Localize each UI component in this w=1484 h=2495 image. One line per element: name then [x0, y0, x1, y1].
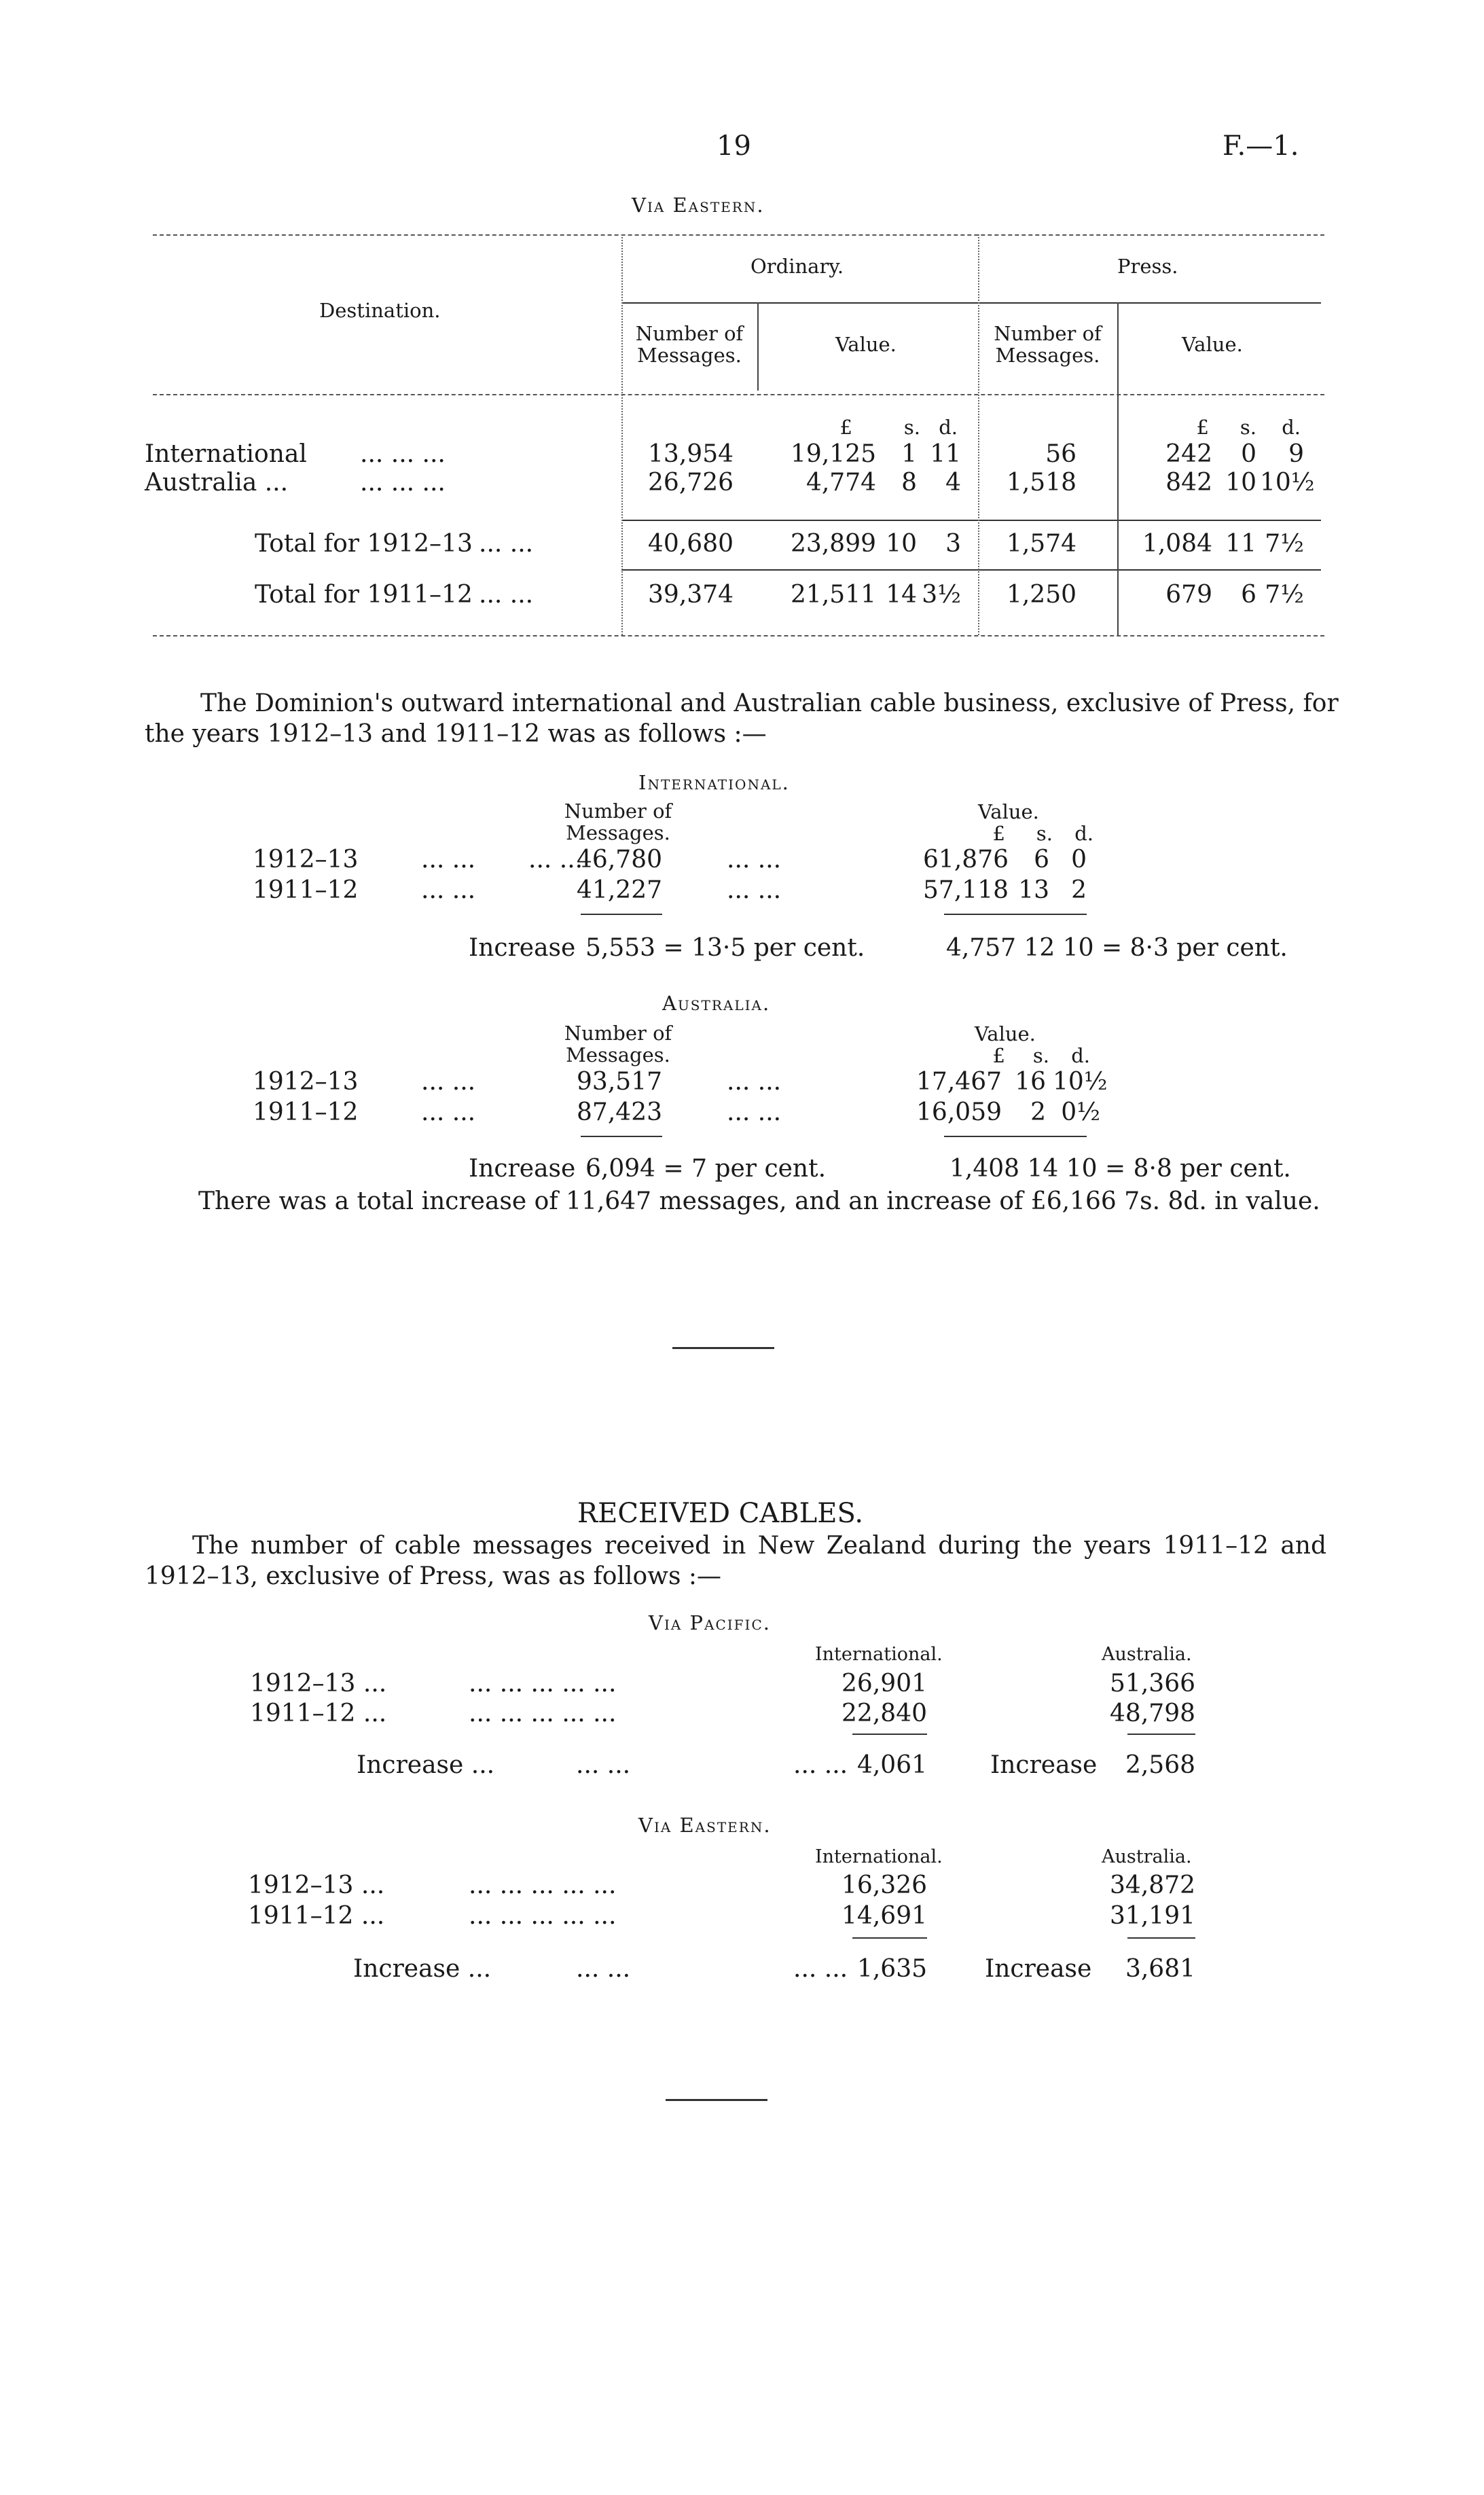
- table-bottom-rule: [153, 635, 1324, 636]
- row-label: Total for 1911–12: [255, 581, 473, 609]
- ordinary-number: 40,680: [648, 530, 734, 558]
- ordinary-pounds: 4,774: [806, 469, 876, 497]
- press-pence: 7½: [1265, 581, 1304, 609]
- year-label: 1911–12 ...: [250, 1700, 387, 1727]
- table-top-rule: [153, 234, 1324, 236]
- row-leaders: ... ...: [727, 1098, 782, 1126]
- column-divider: [1117, 302, 1119, 635]
- column-divider: [757, 302, 759, 391]
- australia-header: Australia.: [1102, 1846, 1192, 1867]
- pounds-value: 17,467: [916, 1068, 1002, 1096]
- increase-label: Increase ...: [357, 1751, 495, 1779]
- row-leaders: ... ...: [727, 876, 782, 904]
- press-pence: 10½: [1260, 469, 1315, 497]
- total-rule-2: [621, 569, 1321, 571]
- row-leaders: ... ...: [421, 1098, 476, 1126]
- international-value: 22,840: [841, 1700, 927, 1727]
- ordinary-shillings: 1: [901, 440, 917, 468]
- increase-label: Increase: [985, 1955, 1092, 1983]
- ordinary-pounds: 19,125: [791, 440, 876, 468]
- row-leaders: ... ... ...: [360, 440, 446, 468]
- value-header: Value.: [975, 1022, 1036, 1045]
- row-leaders: ... ... ... ... ...: [469, 1700, 617, 1727]
- press-shillings: 6: [1241, 581, 1256, 609]
- ordinary-pence: 11: [930, 440, 961, 468]
- number-value: 41,227: [577, 876, 662, 904]
- international-header: International.: [815, 1644, 943, 1665]
- number-of-messages-header: Number of Messages.: [564, 800, 672, 844]
- sum-rule: [581, 1136, 662, 1137]
- number-of-messages-header: Number of Messages.: [994, 322, 1102, 367]
- increase-australia: 2,568: [1125, 1751, 1195, 1779]
- shillings-value: 13: [1018, 876, 1049, 904]
- row-leaders: ... ...: [576, 1955, 631, 1983]
- shillings-value: 6: [1034, 846, 1049, 874]
- section-heading: RECEIVED CABLES.: [577, 1498, 864, 1529]
- ordinary-number: 26,726: [648, 469, 734, 497]
- pence-value: 2: [1071, 876, 1087, 904]
- increase-label: Increase: [990, 1751, 1098, 1779]
- row-label: Total for 1912–13: [255, 530, 473, 558]
- ordinary-pounds: 23,899: [791, 530, 876, 558]
- total-increase-sentence: There was a total increase of 11,647 messages, and an increase of £6,166 7s. 8d. in value.: [198, 1187, 1320, 1215]
- sum-rule: [1127, 1734, 1195, 1735]
- press-pounds: 1,084: [1142, 530, 1212, 558]
- pence-head: d.: [1071, 1044, 1090, 1067]
- year-label: 1911–12 ...: [248, 1902, 385, 1930]
- column-divider: [978, 234, 979, 635]
- increase-number: 5,553 = 13·5 per cent.: [585, 934, 865, 962]
- international-value: 26,901: [841, 1670, 927, 1698]
- row-leaders: ... ...: [727, 1068, 782, 1096]
- year-label: 1911–12: [253, 1098, 359, 1126]
- row-leaders: ... ...: [479, 581, 534, 609]
- pence-head: d.: [939, 416, 958, 439]
- press-pounds: 679: [1165, 581, 1212, 609]
- year-label: 1911–12: [253, 876, 359, 904]
- sum-rule: [1127, 1937, 1195, 1939]
- sum-rule: [944, 914, 1087, 915]
- section-title: Via Pacific.: [649, 1611, 771, 1634]
- section-title: Via Eastern.: [638, 1814, 772, 1837]
- ordinary-pounds: 21,511: [791, 581, 876, 609]
- page-number: 19: [717, 130, 751, 162]
- ordinary-pence: 4: [945, 469, 961, 497]
- press-number: 56: [1045, 440, 1076, 468]
- ordinary-pence: 3½: [922, 581, 961, 609]
- row-leaders: ... ...: [479, 530, 534, 558]
- australia-value: 48,798: [1110, 1700, 1195, 1727]
- increase-australia: 3,681: [1125, 1955, 1195, 1983]
- pence-value: 0½: [1061, 1098, 1100, 1126]
- ordinary-shillings: 8: [901, 469, 917, 497]
- pound-head: £: [992, 822, 1005, 845]
- row-leaders: ... ...: [793, 1751, 848, 1779]
- row-leaders: ... ...: [528, 846, 583, 874]
- press-number: 1,250: [1006, 581, 1076, 609]
- sum-rule: [852, 1937, 927, 1939]
- row-leaders: ... ... ...: [360, 469, 446, 497]
- international-value: 16,326: [841, 1871, 927, 1899]
- pound-head: £: [839, 416, 852, 439]
- sum-rule: [944, 1136, 1087, 1137]
- press-shillings: 11: [1225, 530, 1256, 558]
- international-value: 14,691: [841, 1902, 927, 1930]
- pound-head: £: [1196, 416, 1209, 439]
- year-label: 1912–13 ...: [250, 1670, 387, 1698]
- row-leaders: ... ... ... ... ...: [469, 1871, 617, 1899]
- australia-value: 34,872: [1110, 1871, 1195, 1899]
- press-pounds: 242: [1165, 440, 1212, 468]
- shillings-value: 16: [1015, 1068, 1046, 1096]
- destination-header: Destination.: [319, 299, 441, 322]
- ordinary-shillings: 14: [886, 581, 917, 609]
- number-of-messages-header: Number of Messages.: [635, 322, 744, 367]
- pounds-value: 57,118: [923, 876, 1009, 904]
- shilling-head: s.: [1036, 822, 1053, 845]
- pounds-value: 61,876: [923, 846, 1009, 874]
- sum-rule: [581, 914, 662, 915]
- group-header-rule: [621, 302, 1321, 304]
- shillings-value: 2: [1030, 1098, 1046, 1126]
- row-leaders: ... ...: [793, 1955, 848, 1983]
- press-pounds: 842: [1165, 469, 1212, 497]
- increase-value: 4,757 12 10 = 8·3 per cent.: [946, 934, 1288, 962]
- row-leaders: ... ...: [421, 846, 476, 874]
- shilling-head: s.: [1032, 1044, 1049, 1067]
- australia-header: Australia.: [1102, 1644, 1192, 1665]
- row-leaders: ... ...: [421, 1068, 476, 1096]
- total-rule-1: [621, 520, 1321, 521]
- increase-label: Increase: [469, 1155, 576, 1183]
- sum-rule: [852, 1734, 927, 1735]
- ordinary-header: Ordinary.: [750, 255, 844, 278]
- row-leaders: ... ...: [727, 846, 782, 874]
- pound-head: £: [992, 1044, 1005, 1067]
- australia-value: 51,366: [1110, 1670, 1195, 1698]
- ordinary-shillings: 10: [886, 530, 917, 558]
- international-header: International.: [815, 1846, 943, 1867]
- pence-head: d.: [1074, 822, 1093, 845]
- shilling-head: s.: [1239, 416, 1256, 439]
- row-label: Australia ...: [145, 469, 289, 497]
- year-label: 1912–13: [253, 846, 359, 874]
- shilling-head: s.: [903, 416, 920, 439]
- press-pence: 9: [1288, 440, 1304, 468]
- australia-value: 31,191: [1110, 1902, 1195, 1930]
- table-title: Via Eastern.: [632, 194, 765, 217]
- press-number: 1,574: [1006, 530, 1076, 558]
- pence-value: 0: [1071, 846, 1087, 874]
- number-value: 46,780: [577, 846, 662, 874]
- section-title: Australia.: [662, 992, 771, 1015]
- year-label: 1912–13 ...: [248, 1871, 385, 1899]
- ordinary-number: 39,374: [648, 581, 734, 609]
- increase-label: Increase ...: [353, 1955, 492, 1983]
- increase-number: 6,094 = 7 per cent.: [585, 1155, 827, 1183]
- ordinary-pence: 3: [945, 530, 961, 558]
- value-header: Value.: [1182, 333, 1243, 356]
- press-shillings: 0: [1241, 440, 1256, 468]
- pence-value: 10½: [1053, 1068, 1108, 1096]
- header-bottom-rule: [153, 394, 1324, 395]
- document-reference: F.—1.: [1223, 130, 1299, 162]
- row-leaders: ... ... ... ... ...: [469, 1670, 617, 1698]
- increase-label: Increase: [469, 934, 576, 962]
- increase-international: 4,061: [856, 1751, 927, 1779]
- pence-head: d.: [1282, 416, 1301, 439]
- year-label: 1912–13: [253, 1068, 359, 1096]
- paragraph-line: the years 1912–13 and 1911–12 was as follows :—: [145, 720, 767, 748]
- ordinary-number: 13,954: [648, 440, 734, 468]
- increase-value: 1,408 14 10 = 8·8 per cent.: [949, 1155, 1291, 1183]
- section-title: International.: [638, 771, 790, 794]
- row-label: International: [145, 440, 307, 468]
- pounds-value: 16,059: [916, 1098, 1002, 1126]
- row-leaders: ... ... ... ... ...: [469, 1902, 617, 1930]
- row-leaders: ... ...: [576, 1751, 631, 1779]
- press-shillings: 10: [1225, 469, 1256, 497]
- section-divider: [666, 2099, 767, 2101]
- paragraph-line: The number of cable messages received in New Zealand during the years 1911–12 and: [192, 1532, 1327, 1560]
- press-number: 1,518: [1006, 469, 1076, 497]
- value-header: Value.: [978, 800, 1039, 823]
- press-header: Press.: [1117, 255, 1178, 278]
- increase-international: 1,635: [856, 1955, 927, 1983]
- paragraph-line: The Dominion's outward international and Australian cable business, exclusive of Press, for: [200, 689, 1339, 717]
- column-divider: [621, 234, 623, 635]
- section-divider: [672, 1347, 774, 1349]
- paragraph-line: 1912–13, exclusive of Press, was as follows :—: [145, 1562, 722, 1590]
- number-value: 93,517: [577, 1068, 662, 1096]
- number-of-messages-header: Number of Messages.: [564, 1022, 672, 1066]
- value-header: Value.: [835, 333, 897, 356]
- number-value: 87,423: [577, 1098, 662, 1126]
- press-pence: 7½: [1265, 530, 1304, 558]
- row-leaders: ... ...: [421, 876, 476, 904]
